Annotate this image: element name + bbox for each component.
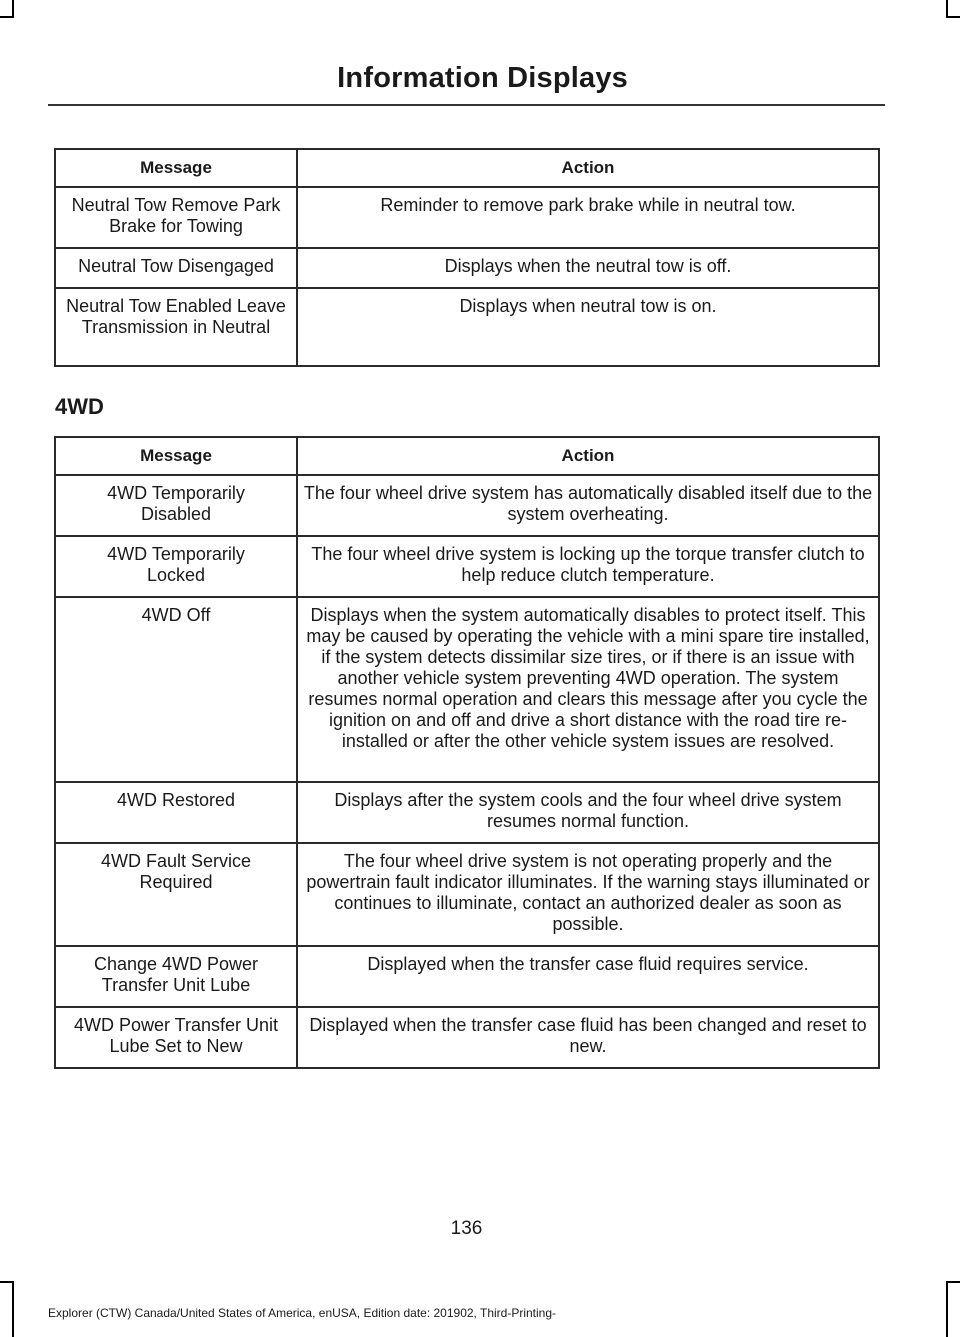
title-divider [48,104,885,106]
message-cell: 4WD Fault Service Required [55,843,297,946]
action-cell: The four wheel drive system is locking up the torque transfer clutch to help reduce clutch temperature. [297,536,879,597]
action-cell: Displays when the system automatically disables to protect itself. This may be caused by operating the vehicle with a mini spare tire installed, if the system detects dissimilar size tires, or if there is an issue with another vehicle system preventing 4WD operation. The system resumes normal operation and clears this message after you cycle the ignition on and off and drive a short distance with the road tire re-installed or after the other vehicle system issues are resolved. [297,597,879,782]
action-cell: Reminder to remove park brake while in neutral tow. [297,187,879,248]
message-cell: Neutral Tow Enabled Leave Transmission in Neutral [55,288,297,366]
table-row [55,536,879,597]
table-row [55,1007,879,1068]
table-row [55,288,879,366]
table-row [55,248,879,288]
crop-mark [946,16,960,18]
table-row [55,843,879,946]
message-cell: Neutral Tow Remove Park Brake for Towing [55,187,297,248]
crop-mark [946,0,948,16]
table-header-row [55,437,879,475]
table-row [55,782,879,843]
action-cell: Displayed when the transfer case fluid requires service. [297,946,879,1007]
4wd-message-table [54,436,880,1069]
table-row [55,187,879,248]
message-cell: 4WD Power Transfer Unit Lube Set to New [55,1007,297,1068]
section-heading: 4WD [55,394,104,419]
crop-mark [946,1281,948,1337]
action-cell: Displays after the system cools and the four wheel drive system resumes normal function. [297,782,879,843]
action-cell: Displays when neutral tow is on. [297,288,879,366]
message-cell: Change 4WD Power Transfer Unit Lube [55,946,297,1007]
message-cell: 4WD Off [55,597,297,782]
action-cell: Displayed when the transfer case fluid has been changed and reset to new. [297,1007,879,1068]
crop-mark [12,0,14,16]
table-header-row [55,149,879,187]
message-cell: Neutral Tow Disengaged [55,248,297,288]
crop-mark [0,1281,14,1283]
action-cell: Displays when the neutral tow is off. [297,248,879,288]
page-number: 136 [450,1218,483,1239]
column-header-message: Message [55,149,297,187]
message-cell: 4WD Temporarily Locked [55,536,297,597]
action-cell: The four wheel drive system has automatically disabled itself due to the system overheating. [297,475,879,536]
table-row [55,597,879,782]
column-header-message: Message [55,437,297,475]
neutral-tow-message-table [54,148,880,367]
table-row [55,946,879,1007]
table-row [55,475,879,536]
page-title: Information Displays [337,62,628,94]
action-cell: The four wheel drive system is not operating properly and the powertrain fault indicator illuminates. If the warning stays illuminated or continues to illuminate, contact an authorized dealer as soon as possible. [297,843,879,946]
crop-mark [12,1281,14,1337]
column-header-action: Action [297,437,879,475]
footer-edition-info: Explorer (CTW) Canada/United States of America, enUSA, Edition date: 201902, Third-Printing- [48,1306,557,1320]
crop-mark [0,16,14,18]
crop-mark [946,1281,960,1283]
column-header-action: Action [297,149,879,187]
message-cell: 4WD Temporarily Disabled [55,475,297,536]
message-cell: 4WD Restored [55,782,297,843]
